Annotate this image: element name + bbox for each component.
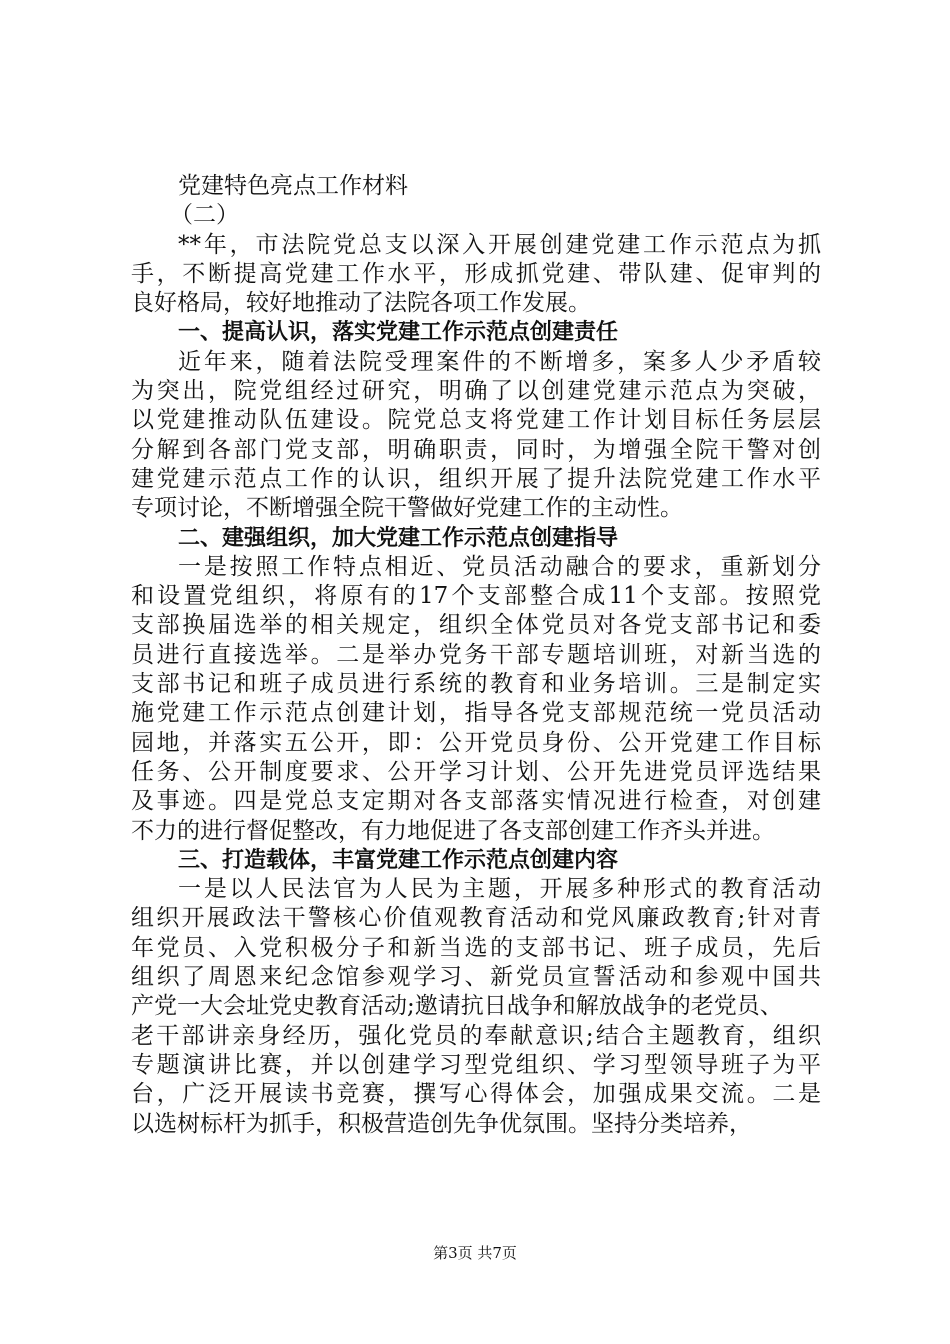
paragraph-line: 台，广泛开展读书竞赛，撰写心得体会，加强成果交流。二是 bbox=[131, 1081, 821, 1108]
paragraph-line: 以选树标杆为抓手，积极营造创先争优氛围。坚持分类培养， bbox=[131, 1110, 752, 1137]
paragraph-line: 建党建示范点工作的认识，组织开展了提升法院党建工作水平 bbox=[131, 465, 821, 492]
section-heading: 二、建强组织，加大党建工作示范点创建指导 bbox=[178, 525, 619, 551]
paragraph-line: 一是以人民法官为人民为主题，开展多种形式的教育活动 bbox=[178, 876, 821, 903]
paragraph-line: 任务、公开制度要求、公开学习计划、公开先进党员评选结果 bbox=[131, 758, 821, 785]
paragraph-line: 和设置党组织，将原有的17个支部整合成11个支部。按照党 bbox=[131, 583, 821, 610]
paragraph-line: 近年来，随着法院受理案件的不断增多，案多人少矛盾较 bbox=[178, 348, 821, 375]
paragraph-line: 年党员、入党积极分子和新当选的支部书记、班子成员，先后 bbox=[131, 934, 821, 961]
intro-line: 良好格局，较好地推动了法院各项工作发展。 bbox=[131, 290, 591, 317]
paragraph-line: 专题演讲比赛，并以创建学习型党组织、学习型领导班子为平 bbox=[131, 1051, 821, 1078]
page-footer: 第3页 共7页 bbox=[433, 1244, 517, 1262]
document-subtitle: （二） bbox=[170, 202, 239, 229]
paragraph-line: 以党建推动队伍建设。院党总支将党建工作计划目标任务层层 bbox=[131, 407, 821, 434]
paragraph-line: 员进行直接选举。二是举办党务干部专题培训班，对新当选的 bbox=[131, 641, 821, 668]
paragraph-line: 施党建工作示范点创建计划，指导各党支部规范统一党员活动 bbox=[131, 700, 821, 727]
paragraph-line: 支部换届选举的相关规定，组织全体党员对各党支部书记和委 bbox=[131, 612, 821, 639]
paragraph-line: 为突出，院党组经过研究，明确了以创建党建示范点为突破， bbox=[131, 378, 821, 405]
paragraph-line: 组织了周恩来纪念馆参观学习、新党员宣誓活动和参观中国共 bbox=[131, 964, 821, 991]
paragraph-line: 老干部讲亲身经历，强化党员的奉献意识;结合主题教育，组织 bbox=[131, 1022, 821, 1049]
paragraph-line: 不力的进行督促整改，有力地促进了各支部创建工作齐头并进。 bbox=[131, 817, 775, 844]
paragraph-line: 园地，并落实五公开，即：公开党员身份、公开党建工作目标 bbox=[131, 729, 821, 756]
intro-line: 手，不断提高党建工作水平，形成抓党建、带队建、促审判的 bbox=[131, 260, 821, 287]
document-body bbox=[131, 172, 821, 1139]
paragraph-line: 分解到各部门党支部，明确职责，同时，为增强全院干警对创 bbox=[131, 436, 821, 463]
paragraph-line: 支部书记和班子成员进行系统的教育和业务培训。三是制定实 bbox=[131, 671, 821, 698]
paragraph-line: 产党一大会址党史教育活动;邀请抗日战争和解放战争的老党员、 bbox=[131, 993, 783, 1020]
paragraph-line: 专项讨论，不断增强全院干警做好党建工作的主动性。 bbox=[131, 495, 683, 522]
paragraph-line: 组织开展政法干警核心价值观教育活动和党风廉政教育;针对青 bbox=[131, 905, 821, 932]
document-title: 党建特色亮点工作材料 bbox=[178, 173, 408, 199]
intro-line: **年，市法院党总支以深入开展创建党建工作示范点为抓 bbox=[178, 231, 821, 258]
paragraph-line: 及事迹。四是党总支定期对各支部落实情况进行检查，对创建 bbox=[131, 788, 821, 815]
section-heading: 一、提高认识，落实党建工作示范点创建责任 bbox=[178, 320, 619, 346]
paragraph-line: 一是按照工作特点相近、党员活动融合的要求，重新划分 bbox=[178, 553, 821, 580]
section-heading: 三、打造载体，丰富党建工作示范点创建内容 bbox=[178, 847, 619, 873]
